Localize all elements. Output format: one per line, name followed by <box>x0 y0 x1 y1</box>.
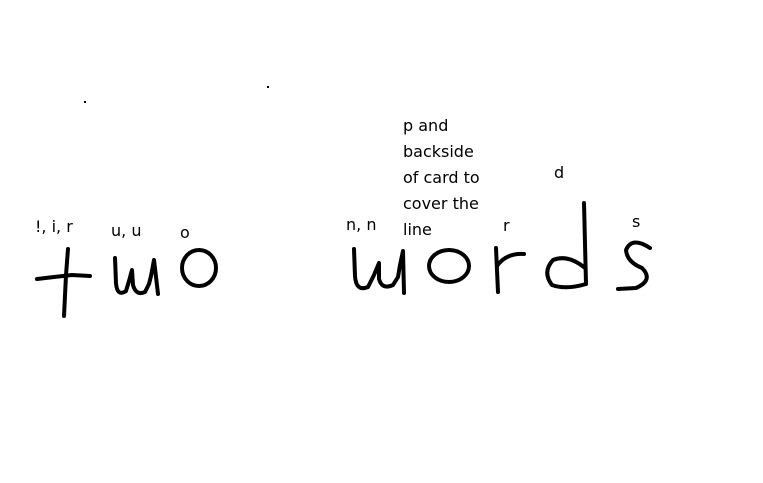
annotation-o2-line: backside <box>403 142 474 161</box>
word-two <box>37 249 216 316</box>
annotation-o2-line: line <box>403 220 432 239</box>
t-crossbar <box>37 275 90 279</box>
annotation-o2-line: p and <box>403 116 449 135</box>
t-stem <box>64 249 68 316</box>
word-words <box>354 203 650 293</box>
letter-o2 <box>429 250 469 282</box>
annotation-w: u, u <box>111 221 142 240</box>
annotation-t: !, i, r <box>35 217 73 236</box>
letter-d <box>547 203 586 287</box>
annotation-o2-line: cover the <box>403 194 479 213</box>
letter-w2 <box>354 249 404 293</box>
letter-o <box>182 250 216 286</box>
letter-r <box>496 248 524 292</box>
annotation-r: r <box>503 216 510 235</box>
annotation-o: o <box>180 223 190 242</box>
annotation-w2: n, n <box>346 215 377 234</box>
annotation-d: d <box>554 163 565 182</box>
annotation-o2-block <box>403 113 480 243</box>
annotation-s: s <box>632 212 641 231</box>
annotation-o2-line: of card to <box>403 168 480 187</box>
letter-w <box>115 258 158 294</box>
letter-t <box>37 249 90 316</box>
letter-s <box>618 242 650 289</box>
